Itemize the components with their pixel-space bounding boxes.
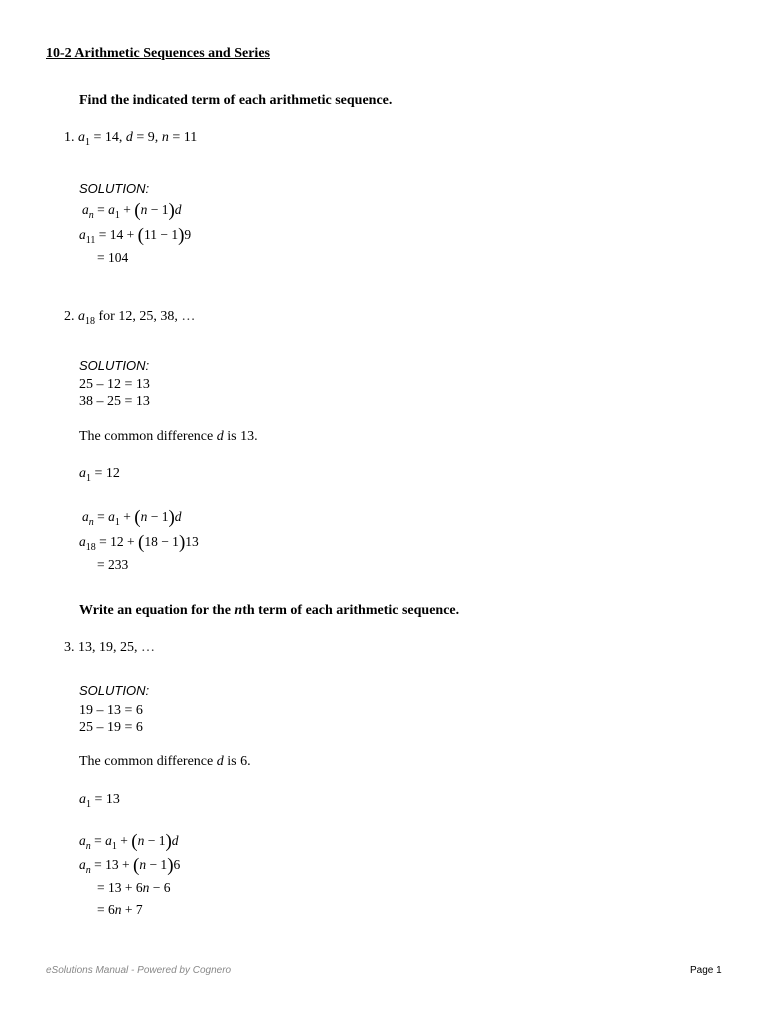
difference-line: 19 – 13 = 6 [79,703,143,718]
page-title: 10-2 Arithmetic Sequences and Series [46,46,270,61]
solution-label: SOLUTION: [79,683,150,698]
difference-line: 25 – 12 = 13 [79,377,150,392]
problem-1-statement: 1. $a_1 = 14$, d = 9, n = 11 [64,130,198,148]
common-difference-text: The common difference d is 6. [79,754,251,769]
difference-line: 25 – 19 = 6 [79,720,143,735]
problem-number: 2. [64,309,75,324]
section-heading-nth-term: Write an equation for the nth term of each arithmetic sequence. [79,603,460,618]
problem-number: 3. [64,640,75,655]
formula-general: $a_n = a_1 + (n - 1)d$ [79,831,179,852]
page-number: Page 1 [690,965,722,976]
formula-substitute: $a_n = 13 + (n - 1)6$ [79,855,181,876]
formula-general: $a_n = a_1 + (n - 1)d$ [82,200,182,221]
problem-2-statement: 2. $a_{18}$ for 12, 25, 38, … [64,309,196,327]
footer-publisher: eSolutions Manual - Powered by Cognero [46,965,232,976]
problem-3-statement: 3. 13, 19, 25, … [64,640,155,655]
first-term: $a_1 = 12$ [79,466,120,484]
result-value: = 233 [97,557,129,572]
difference-line: 38 – 25 = 13 [79,394,150,409]
formula-expand: = 13 + 6n − 6 [97,880,171,895]
result-value: = 104 [97,250,129,265]
solution-label: SOLUTION: [79,181,150,196]
section-heading-indicated-term: Find the indicated term of each arithmetic sequence. [79,93,393,108]
problem-number: 1. [64,130,75,145]
solution-label: SOLUTION: [79,358,150,373]
formula-general: $a_n = a_1 + (n - 1)d$ [82,507,182,528]
formula-substitute: $a_{11} = 14 + (11 - 1)9$ [79,225,192,246]
first-term: $a_1 = 13$ [79,792,120,810]
formula-substitute: $a_{18} = 12 + (18 - 1)13$ [79,532,199,553]
common-difference-text: The common difference d is 13. [79,429,258,444]
result-equation: = 6n + 7 [97,902,143,917]
